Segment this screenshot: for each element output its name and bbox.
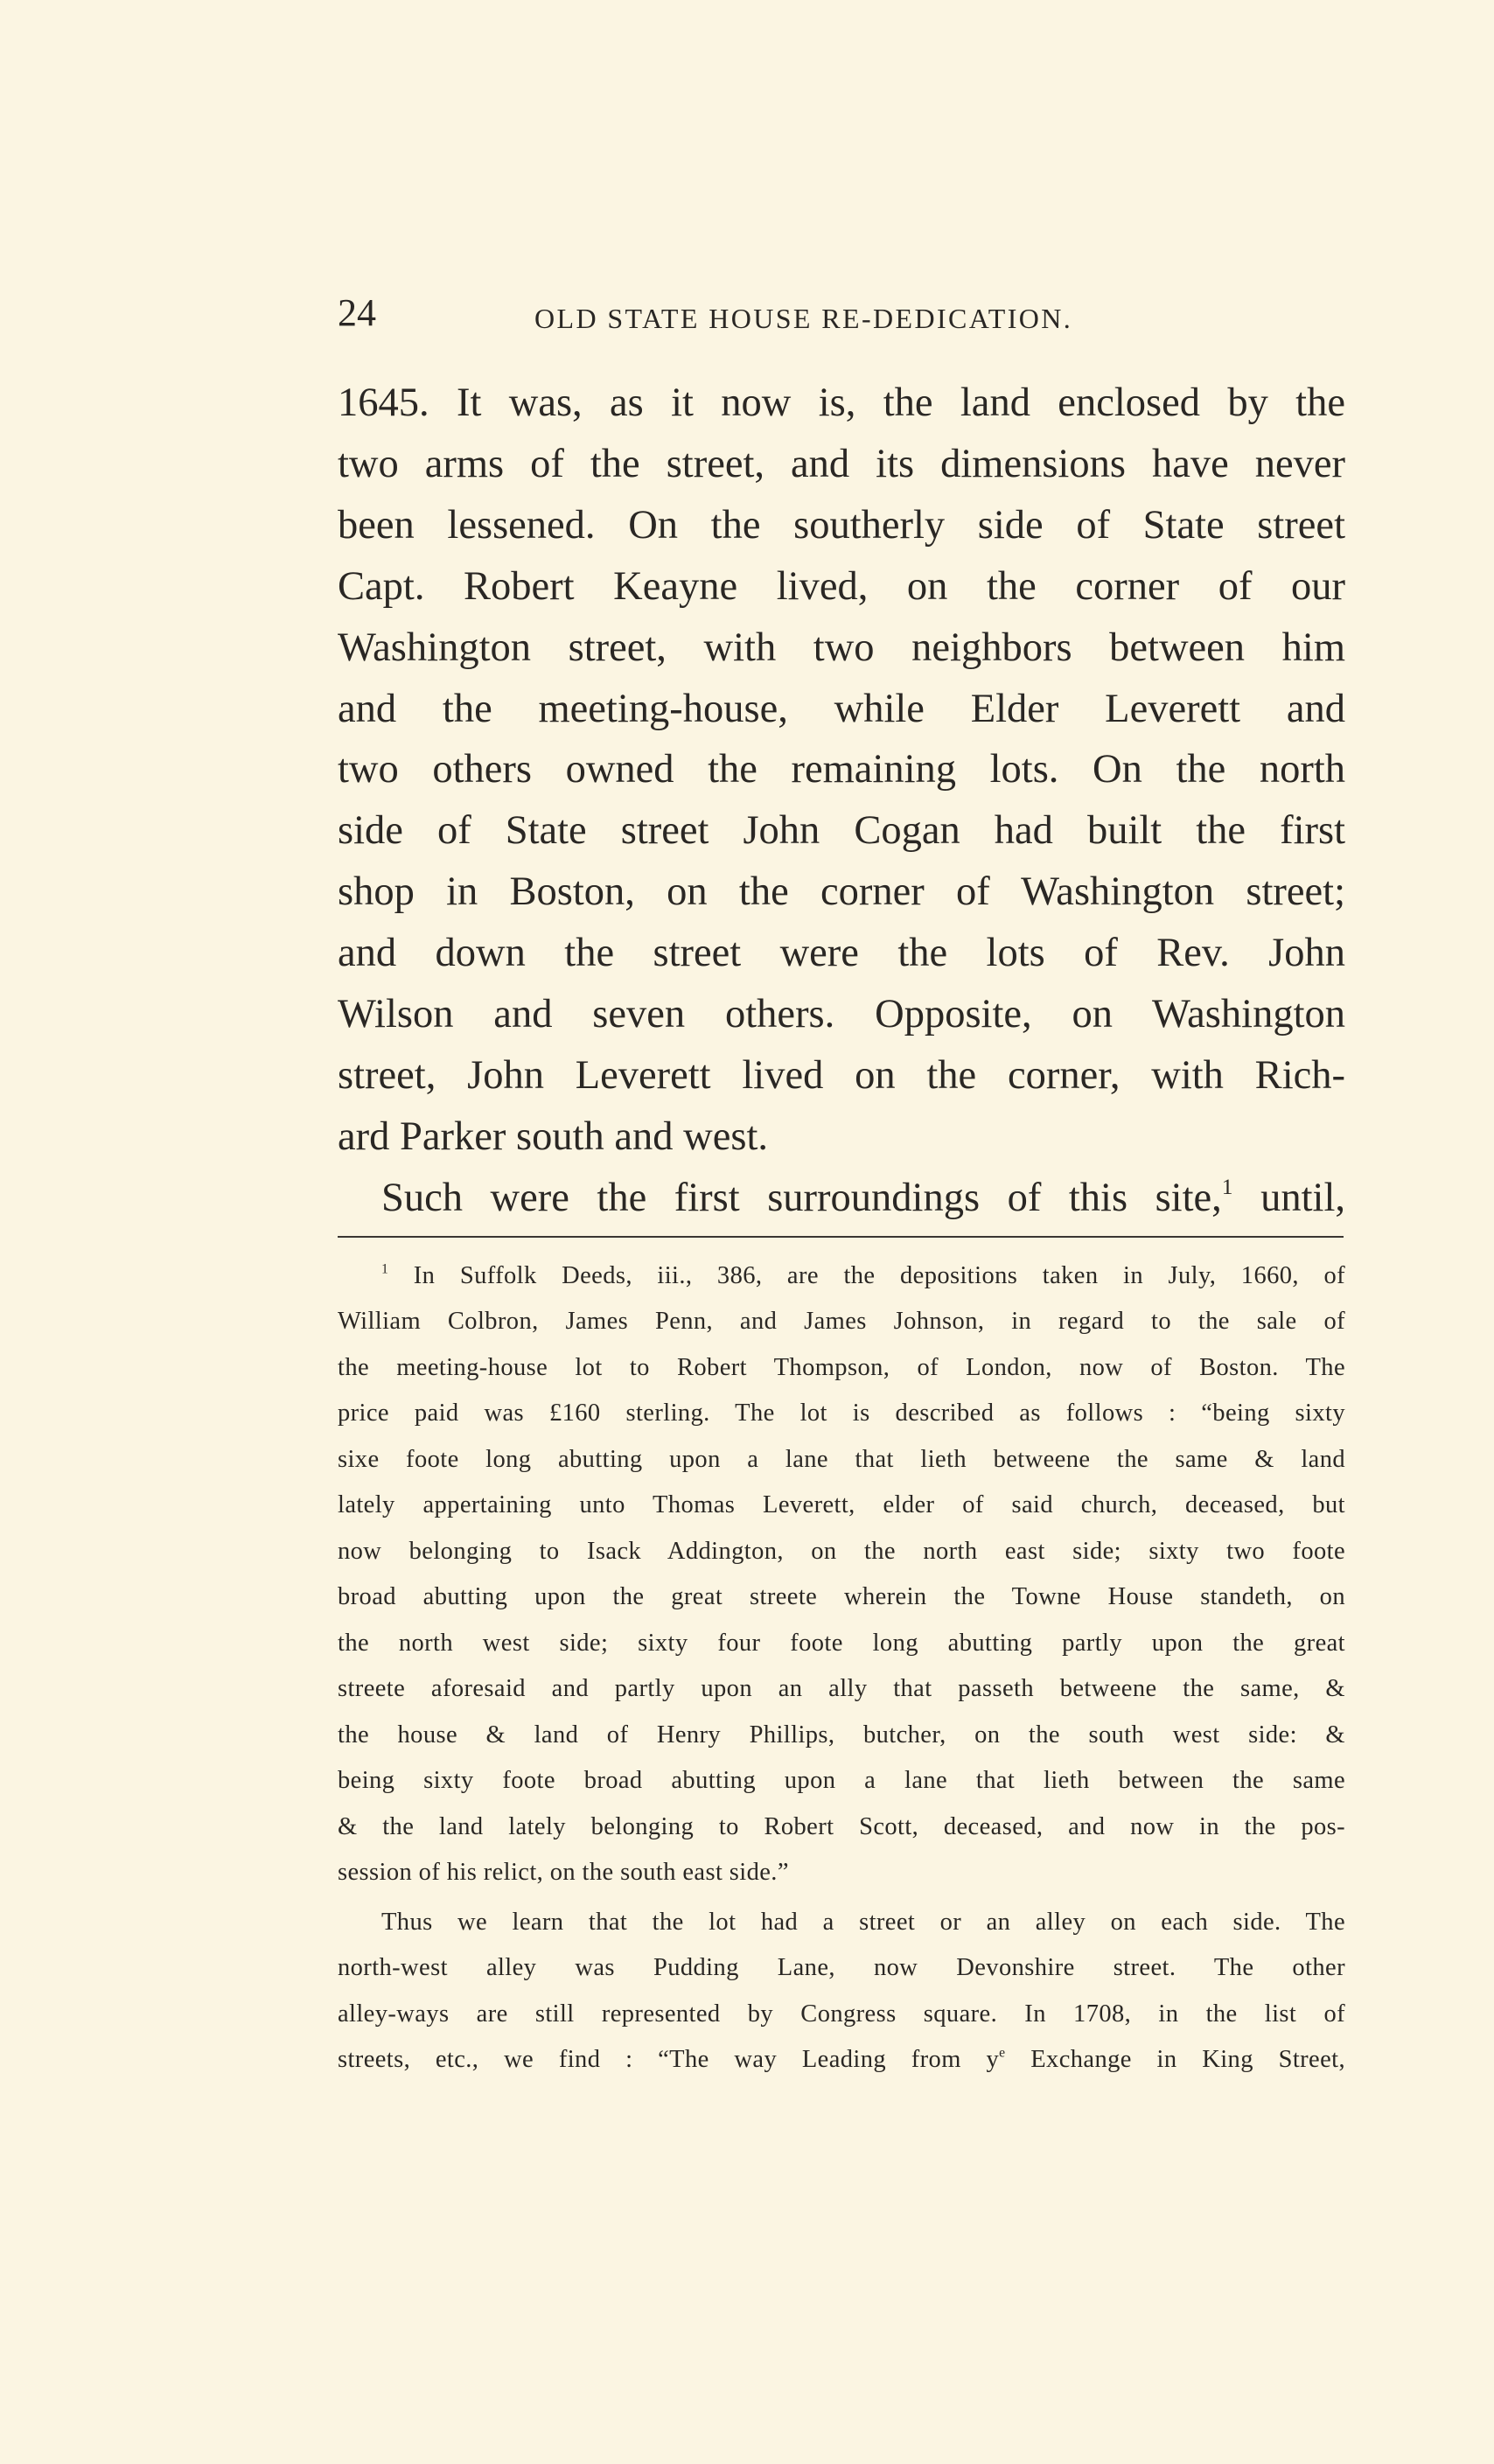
footnote-continuation-line: north-west alley was Pudding Lane, now Devonshire street. The other xyxy=(338,1954,1345,1982)
body-line: ard Parker south and west. xyxy=(338,1113,768,1159)
body-line: and down the street were the lots of Rev. John xyxy=(338,931,1345,976)
footnote-line: now belonging to Isack Addington, on the north east side; sixty two foote xyxy=(338,1537,1345,1565)
body-line: shop in Boston, on the corner of Washington street; xyxy=(338,869,1345,915)
body-line: two others owned the remaining lots. On the north xyxy=(338,747,1345,792)
footnote-rule xyxy=(338,1236,1344,1238)
footnote-continuation-line: Thus we learn that the lot had a street or an alley on each side. The xyxy=(381,1908,1345,1936)
body-line: been lessened. On the southerly side of State street xyxy=(338,502,1345,548)
footnote-line: price paid was £160 sterling. The lot is described as follows : “being sixty xyxy=(338,1400,1345,1427)
footnote-text: streets, etc., we find : “The way Leading from y xyxy=(338,2046,1000,2074)
footnote-line: the house & land of Henry Phillips, butcher, on the south west side: & xyxy=(338,1721,1345,1749)
body-line: street, John Leverett lived on the corner, with Rich- xyxy=(338,1052,1345,1098)
footnote-continuation-line: alley-ways are still represented by Congress square. In 1708, in the list of xyxy=(338,2000,1345,2028)
footnote-marker: 1 xyxy=(381,1260,389,1276)
footnote-text: Exchange in King Street, xyxy=(1005,2046,1345,2074)
body-line-text: until, xyxy=(1232,1175,1345,1220)
page-header xyxy=(338,289,1345,350)
footnote-line: broad abutting upon the great streete wherein the Towne House standeth, on xyxy=(338,1583,1345,1611)
body-line: 1645. It was, as it now is, the land enclosed by the xyxy=(338,380,1345,425)
body-line-text: Such were the first surroundings of this site, xyxy=(381,1175,1222,1220)
footnote-line: being sixty foote broad abutting upon a lane that lieth between the same xyxy=(338,1767,1345,1795)
body-line: Wilson and seven others. Opposite, on Washington xyxy=(338,992,1345,1037)
body-line: Capt. Robert Keayne lived, on the corner of our xyxy=(338,563,1345,609)
footnote-line: the meeting-house lot to Robert Thompson, of London, now of Boston. The xyxy=(338,1353,1345,1381)
footnote-line: sixe foote long abutting upon a lane that lieth betweene the same & land xyxy=(338,1445,1345,1473)
body-text xyxy=(338,373,1345,1229)
body-line: and the meeting-house, while Elder Leverett and xyxy=(338,686,1345,731)
footnote-text: In Suffolk Deeds, iii., 386, are the depositions taken in July, 1660, of xyxy=(388,1261,1345,1289)
body-line: two arms of the street, and its dimensions have never xyxy=(338,441,1345,486)
footnote-line: & the land lately belonging to Robert Scott, deceased, and now in the pos- xyxy=(338,1812,1345,1840)
body-line: Washington street, with two neighbors between him xyxy=(338,625,1345,670)
footnote-reference: 1 xyxy=(1221,1173,1233,1199)
superscript-e: e xyxy=(999,2045,1006,2061)
footnote-line: session of his relict, on the south east side.” xyxy=(338,1859,789,1887)
footnote-line: lately appertaining unto Thomas Leverett, elder of said church, deceased, but xyxy=(338,1491,1345,1519)
body-line-footnote-ref xyxy=(338,1168,1345,1229)
page-number: 24 xyxy=(338,291,376,334)
footnote-line: streete aforesaid and partly upon an ally that passeth betweene the same, & xyxy=(338,1675,1345,1703)
footnote-line: the north west side; sixty four foote long abutting partly upon the great xyxy=(338,1629,1345,1657)
footnotes xyxy=(338,1253,1345,2084)
book-page xyxy=(338,289,1345,2084)
body-line: side of State street John Cogan had built the first xyxy=(338,808,1345,854)
footnote-line xyxy=(338,1253,1345,1300)
running-head: OLD STATE HOUSE RE-DEDICATION. xyxy=(534,303,1073,334)
footnote-continuation-line xyxy=(338,2037,1345,2084)
footnote-line: William Colbron, James Penn, and James Johnson, in regard to the sale of xyxy=(338,1308,1345,1336)
